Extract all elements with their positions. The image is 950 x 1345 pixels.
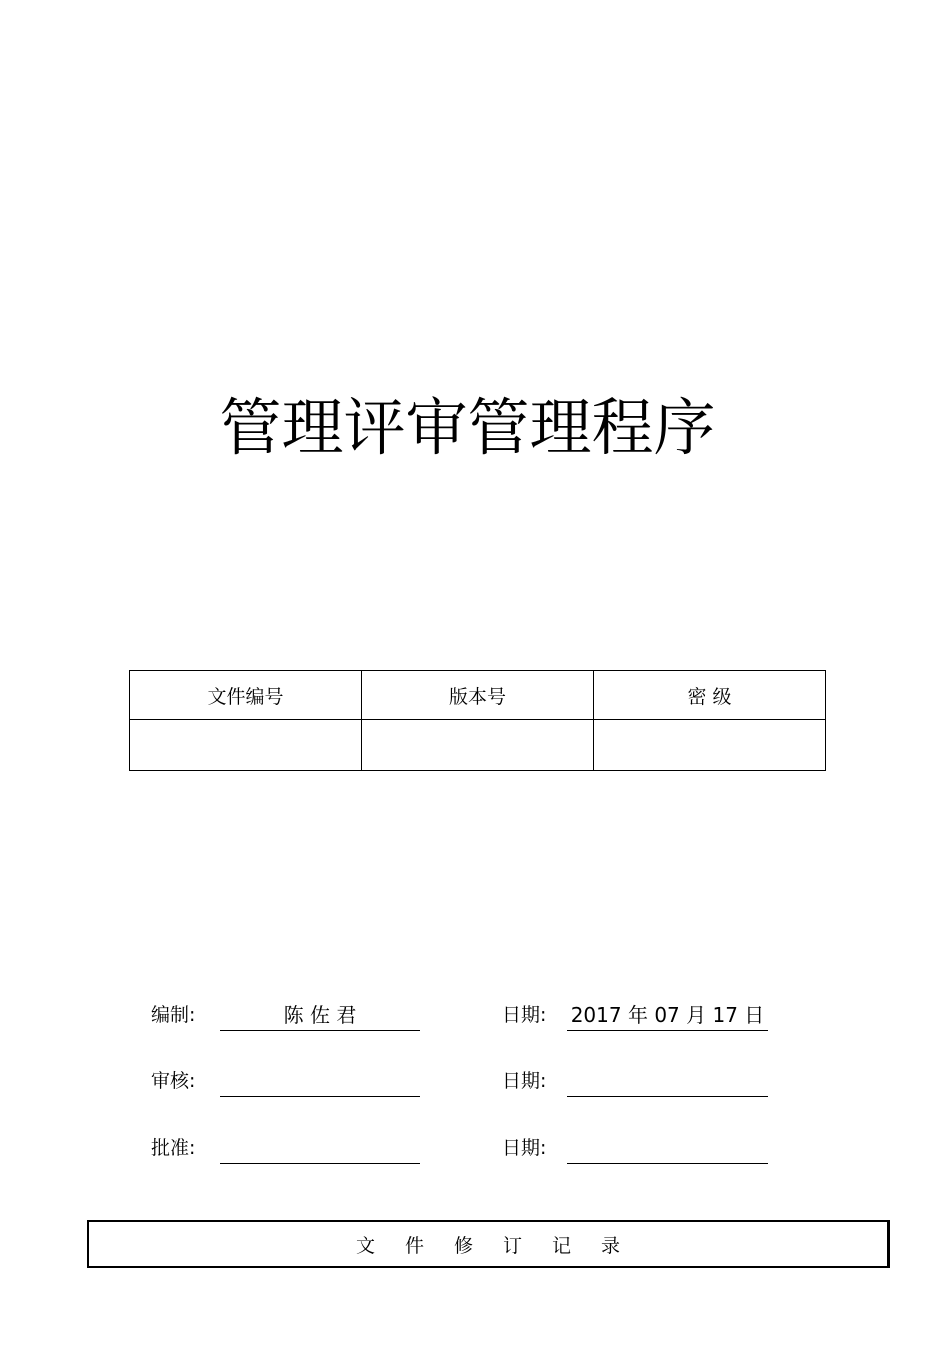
reviewed-by-value xyxy=(220,1066,420,1097)
approved-date-label: 日期: xyxy=(502,1137,547,1159)
prepared-date-value: 2017 年 07 月 17 日 xyxy=(567,1000,768,1031)
info-table-header-row xyxy=(130,671,826,720)
reviewed-date-label: 日期: xyxy=(502,1070,547,1092)
header-version: 版本号 xyxy=(362,671,594,720)
signature-row-prepared xyxy=(0,1000,950,1030)
approved-by-value xyxy=(220,1133,420,1164)
reviewed-by-label: 审核: xyxy=(151,1070,196,1092)
signature-row-reviewed xyxy=(0,1066,950,1096)
reviewed-date-value xyxy=(567,1066,768,1097)
revision-record-title: 文件修订记录 xyxy=(355,1235,650,1257)
value-version xyxy=(362,720,594,771)
header-file-number: 文件编号 xyxy=(130,671,362,720)
prepared-by-label: 编制: xyxy=(151,1004,196,1026)
signature-row-approved xyxy=(0,1133,950,1163)
revision-record-box xyxy=(87,1220,890,1268)
info-table-value-row xyxy=(130,720,826,771)
document-info-table xyxy=(129,670,826,771)
prepared-date-label: 日期: xyxy=(502,1004,547,1026)
approved-by-label: 批准: xyxy=(151,1137,196,1159)
approved-date-value xyxy=(567,1133,768,1164)
value-file-number xyxy=(130,720,362,771)
document-title: 管理评审管理程序 xyxy=(219,391,716,464)
value-security-level xyxy=(594,720,826,771)
prepared-by-value: 陈 佐 君 xyxy=(220,1000,420,1031)
header-security-level: 密 级 xyxy=(594,671,826,720)
